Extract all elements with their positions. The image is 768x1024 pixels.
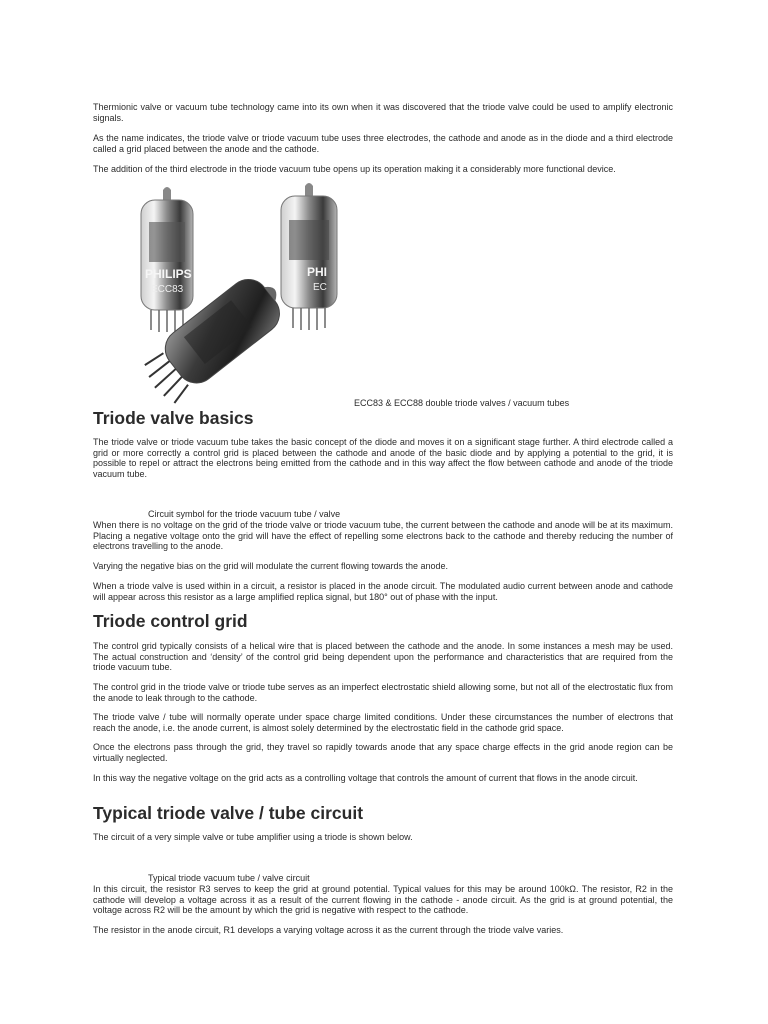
- intro-paragraph-3: The addition of the third electrode in the triode vacuum tube opens up its operation making it a considerably more functional device.: [93, 164, 616, 174]
- grid-paragraph-1: The control grid typically consists of a helical wire that is placed between the cathode and the anode. In some instances a mesh may be used. The actual construction and ‘density’ of the control grid being dependent upon the performance and characteristics that are required from the triode vacuum tube.: [93, 641, 673, 673]
- intro-paragraph-1: Thermionic valve or vacuum tube technology came into its own when it was discovered that the triode valve could be used to amplify electronic signals.: [93, 102, 673, 123]
- basics-paragraph-1: The triode valve or triode vacuum tube takes the basic concept of the diode and moves it on a significant stage further. A third electrode called a grid or more correctly a control grid is placed between the cathode and anode of the basic diode and by applying a potential to the grid, it is possible to repel or attract the electrons being emitted from the cathode and in this way affect the flow between cathode and anode of the triode vacuum tube.: [93, 437, 673, 479]
- grid-paragraph-3: The triode valve / tube will normally operate under space charge limited conditions. Under these circumstances the number of electrons that reach the anode, i.e. the anode current, is almost solely determined by the electrostatic field in the cathode grid space.: [93, 712, 673, 733]
- tube-left-brand: PHILIPS: [145, 267, 192, 281]
- tube-right-brand: PHI: [307, 265, 328, 279]
- basics-paragraph-3: Varying the negative bias on the grid will modulate the current flowing towards the anode.: [93, 561, 449, 571]
- grid-paragraph-5: In this way the negative voltage on the grid acts as a controlling voltage that controls the amount of current that flows in the anode circuit.: [93, 773, 638, 783]
- grid-paragraph-4: Once the electrons pass through the grid, they travel so rapidly towards anode that any space charge effects in the grid anode region can be virtually neglected.: [93, 742, 673, 763]
- circuit-symbol-caption: Circuit symbol for the triode vacuum tube / valve: [148, 509, 341, 519]
- circuit-paragraph-2: In this circuit, the resistor R3 serves to keep the grid at ground potential. Typical values for this may be around 100kΩ. The resistor, R2 in the cathode will develop a voltage across it as a result of the current flowing in the cathode - anode circuit. As the grid is at ground potential, the voltage across R2 will be the amount by which the grid is negative with respect to the cathode.: [93, 884, 673, 916]
- photo-caption: ECC83 & ECC88 double triode valves / vacuum tubes: [354, 398, 570, 408]
- heading-triode-valve-basics: Triode valve basics: [93, 408, 254, 428]
- tube-right: [281, 183, 337, 330]
- grid-paragraph-2: The control grid in the triode valve or triode tube serves as an imperfect electrostatic shield allowing some, but not all of the electrostatic flux from the anode to leak through to the cathode.: [93, 682, 673, 703]
- heading-triode-control-grid: Triode control grid: [93, 611, 248, 631]
- vacuum-tubes-photo: [93, 182, 353, 404]
- tube-left: [141, 187, 193, 332]
- heading-typical-circuit: Typical triode valve / tube circuit: [93, 803, 364, 823]
- tube-right-code: EC: [313, 282, 327, 293]
- circuit-paragraph-1: The circuit of a very simple valve or tube amplifier using a triode is shown below.: [93, 832, 413, 842]
- basics-paragraph-4: When a triode valve is used within in a circuit, a resistor is placed in the anode circuit. The modulated audio current between anode and cathode will appear across this resistor as a large amplified replica signal, but 180° out of phase with the input.: [93, 581, 673, 602]
- circuit-caption: Typical triode vacuum tube / valve circuit: [148, 873, 310, 883]
- basics-paragraph-2: When there is no voltage on the grid of the triode valve or triode vacuum tube, the current between the cathode and anode will be at its maximum. Placing a negative voltage onto the grid will have the effect of repelling some electrons back to the cathode and thereby reducing the number of electrons travelling to the anode.: [93, 520, 673, 552]
- intro-paragraph-2: As the name indicates, the triode valve or triode vacuum tube uses three electrodes, the cathode and anode as in the diode and a third electrode called a grid placed between the anode and the cathode.: [93, 133, 673, 154]
- tube-left-code: ECC83: [151, 284, 184, 295]
- circuit-paragraph-3: The resistor in the anode circuit, R1 develops a varying voltage across it as the current through the triode valve varies.: [93, 925, 564, 935]
